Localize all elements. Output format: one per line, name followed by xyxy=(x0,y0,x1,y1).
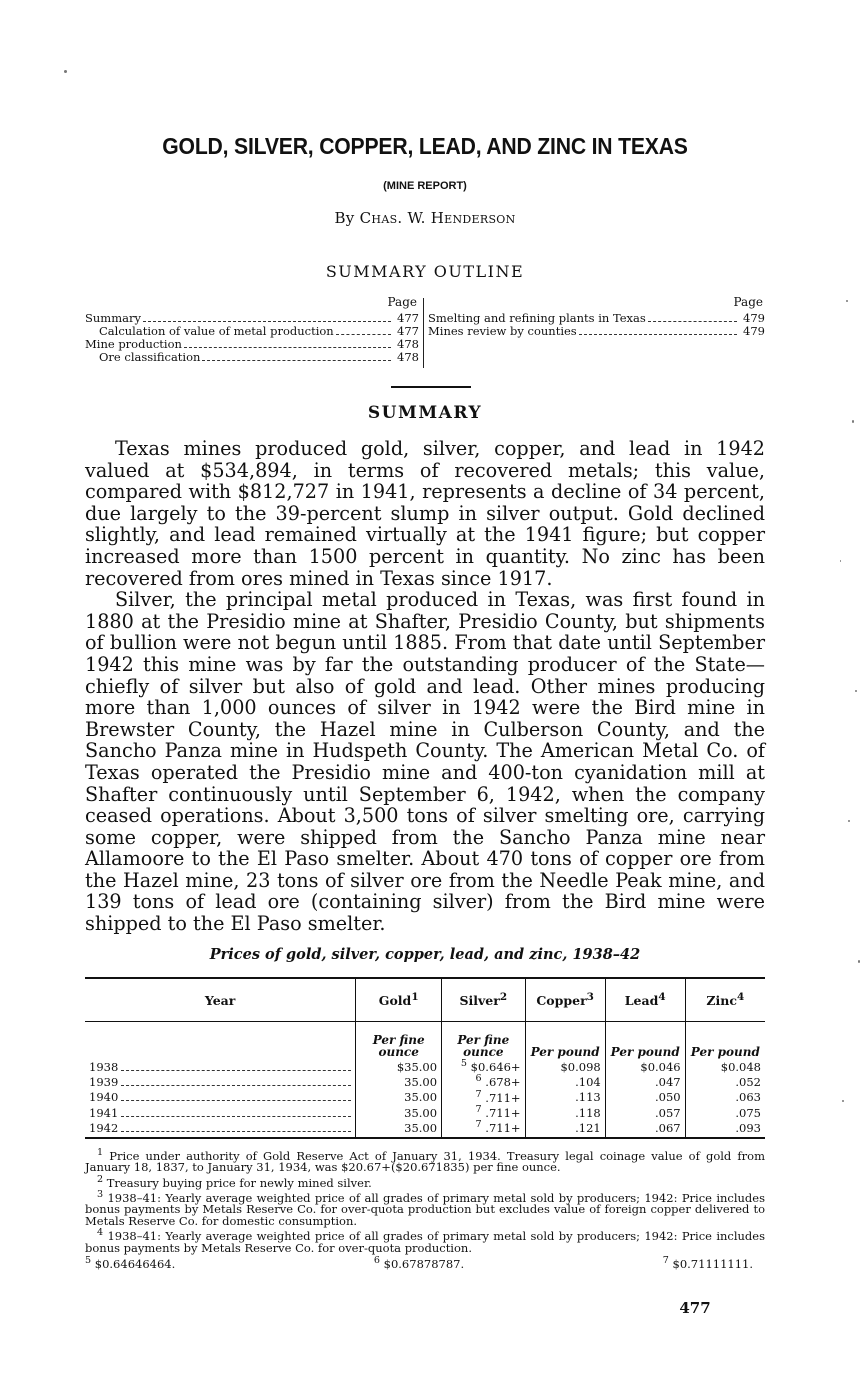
unit-cell: Per pound xyxy=(605,1022,685,1059)
copper-cell: .113 xyxy=(525,1089,605,1104)
outline-heading: SUMMARY OUTLINE xyxy=(325,262,525,281)
outline-right-column xyxy=(428,296,765,338)
footnote: $^7$ $0.71111111. xyxy=(662,1255,753,1272)
outline-left-column xyxy=(85,296,419,364)
footnote: $^4$ 1938–41: Yearly average weighted price of all grades of primary metal sold by producers; 1942: Price includes bonus payments by Metals Reserve Co. for over-quota production. xyxy=(85,1227,765,1255)
silver-cell: $^7$ .711+ xyxy=(442,1089,525,1104)
gold-cell: $35.00 xyxy=(356,1058,442,1073)
col-header-zinc: Zinc$^4$ xyxy=(685,978,765,1022)
zinc-cell: .063 xyxy=(685,1089,765,1104)
col-header-silver: Silver$^2$ xyxy=(442,978,525,1022)
lead-cell: $0.046 xyxy=(605,1058,685,1073)
outline-item[interactable]: Mines review by counties 479 xyxy=(428,324,765,338)
page-number: 477 xyxy=(679,1299,711,1317)
silver-cell: $^7$ .711+ xyxy=(442,1119,525,1137)
units-row xyxy=(85,1022,765,1059)
gold-cell: 35.00 xyxy=(356,1073,442,1088)
col-header-gold: Gold$^1$ xyxy=(356,978,442,1022)
summary-paragraph: Texas mines produced gold, silver, copper, and lead in 1942 valued at $534,894, in terms of recovered metals; this value, compared with $812,727 in 1941, represents a decline of 34 percent, due largely to the 39-percent slump in silver output. Gold declined slightly, and lead remained virtually at the 1941 figure; but copper increased more than 1500 percent in quantity. No zinc has been recovered from ores mined in Texas since 1917. xyxy=(85,437,765,590)
unit-cell: Per pound xyxy=(685,1022,765,1059)
gold-cell: 35.00 xyxy=(356,1104,442,1119)
zinc-cell: .093 xyxy=(685,1119,765,1137)
section-rule xyxy=(391,386,471,388)
outline-item[interactable]: Calculation of value of metal production 477 xyxy=(99,324,419,338)
footnote: $^6$ $0.67878787. xyxy=(373,1255,465,1272)
table-row xyxy=(85,1058,765,1073)
zinc-cell: .075 xyxy=(685,1104,765,1119)
summary-body xyxy=(85,438,765,935)
year-cell: 1941 xyxy=(85,1104,356,1119)
copper-cell: .104 xyxy=(525,1073,605,1088)
outline-page-label: Page xyxy=(387,295,417,309)
unit-cell: Per fine ounce xyxy=(356,1022,442,1059)
outline-item[interactable]: Summary 477 xyxy=(85,311,419,325)
year-cell: 1940 xyxy=(85,1089,356,1104)
col-header-copper: Copper$^3$ xyxy=(525,978,605,1022)
footnote: $^3$ 1938–41: Yearly average weighted price of all grades of primary metal sold by producers; 1942: Price includes bonus payments by Metals Reserve Co. for over-quota production but excludes value of foreign copper delivered to Metals Reserve Co. for domestic consumption. xyxy=(85,1189,765,1228)
silver-cell: $^5$ $0.646+ xyxy=(442,1058,525,1073)
page-title: GOLD, SILVER, COPPER, LEAD, AND ZINC IN TEXAS xyxy=(162,133,688,159)
table-caption: Prices of gold, silver, copper, lead, and zinc, 1938–42 xyxy=(209,946,641,963)
copper-cell: .121 xyxy=(525,1119,605,1137)
silver-cell: $^7$ .711+ xyxy=(442,1104,525,1119)
copper-cell: $0.098 xyxy=(525,1058,605,1073)
author-prefix: By xyxy=(334,209,355,227)
outline-divider xyxy=(423,298,424,368)
lead-cell: .067 xyxy=(605,1119,685,1137)
footnote: $^2$ Treasury buying price for newly mined silver. xyxy=(97,1173,372,1190)
silver-cell: $^6$ .678+ xyxy=(442,1073,525,1088)
zinc-cell: .052 xyxy=(685,1073,765,1088)
summary-outline xyxy=(85,296,765,368)
summary-heading: SUMMARY xyxy=(367,403,483,423)
footnote: $^1$ Price under authority of Gold Reserve Act of January 31, 1934. Treasury legal coinage value of gold from January 18, 1837, to January 31, 1934, was $20.67+($20.671835) per fine ounce. xyxy=(85,1147,765,1175)
document-page xyxy=(85,0,765,1380)
lead-cell: .057 xyxy=(605,1104,685,1119)
unit-cell: Per fine ounce xyxy=(442,1022,525,1059)
gold-cell: 35.00 xyxy=(356,1119,442,1137)
year-cell: 1942 xyxy=(85,1119,356,1137)
year-cell: 1939 xyxy=(85,1073,356,1088)
lead-cell: .050 xyxy=(605,1089,685,1104)
outline-item[interactable]: Mine production 478 xyxy=(85,337,419,351)
table-row xyxy=(85,1089,765,1104)
outline-page-label: Page xyxy=(733,295,763,309)
outline-item[interactable]: Smelting and refining plants in Texas 479 xyxy=(428,311,765,325)
zinc-cell: $0.048 xyxy=(685,1058,765,1073)
footnotes xyxy=(85,1147,765,1271)
col-header-lead: Lead$^4$ xyxy=(605,978,685,1022)
outline-item[interactable]: Ore classification 478 xyxy=(99,350,419,364)
prices-table xyxy=(85,977,765,1139)
table-row xyxy=(85,1073,765,1088)
table-row xyxy=(85,1104,765,1119)
footnote-values xyxy=(85,1255,765,1270)
table-header-row xyxy=(85,978,765,1022)
author-name: Chas. W. Henderson xyxy=(359,209,516,227)
report-subtitle: (MINE REPORT) xyxy=(383,180,467,192)
col-header-year: Year xyxy=(85,978,356,1022)
table-row xyxy=(85,1119,765,1137)
author-line xyxy=(85,209,765,227)
summary-paragraph: Silver, the principal metal produced in Texas, was first found in 1880 at the Presidio mine at Shafter, Presidio County, but shipments of bullion were not begun until 1885. From that date until September 1942 this mine was by far the outstanding producer of the State—chiefly of silver but also of gold and lead. Other mines producing more than 1,000 ounces of silver in 1942 were the Bird mine in Brewster County, the Hazel mine in Culberson County, and the Sancho Panza mine in Hudspeth County. The American Metal Co. of Texas operated the Presidio mine and 400-ton cyanidation mill at Shafter continuously until September 6, 1942, when the company ceased operations. About 3,500 tons of silver smelting ore, carrying some copper, were shipped from the Sancho Panza mine near Allamoore to the El Paso smelter. About 470 tons of copper ore from the Hazel mine, 23 tons of silver ore from the Needle Peak mine, and 139 tons of lead ore (containing silver) from the Bird mine were shipped to the El Paso smelter. xyxy=(85,588,765,936)
copper-cell: .118 xyxy=(525,1104,605,1119)
year-cell: 1938 xyxy=(85,1058,356,1073)
footnote: $^5$ $0.64646464. xyxy=(85,1255,176,1272)
gold-cell: 35.00 xyxy=(356,1089,442,1104)
lead-cell: .047 xyxy=(605,1073,685,1088)
unit-cell: Per pound xyxy=(525,1022,605,1059)
